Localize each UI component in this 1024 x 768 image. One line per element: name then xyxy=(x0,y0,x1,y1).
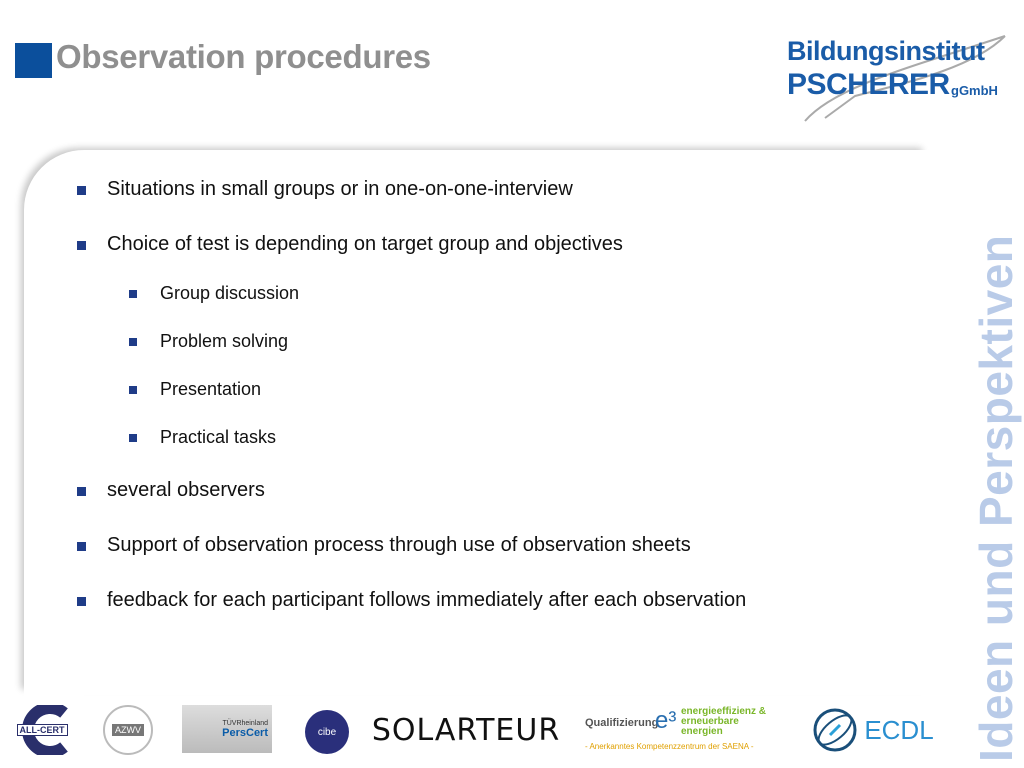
globe-icon xyxy=(812,707,858,753)
bullet-icon xyxy=(77,487,86,496)
ecdl-logo: ECDL xyxy=(808,705,938,755)
page-title: Observation procedures xyxy=(56,38,431,75)
title-accent-square xyxy=(15,43,52,78)
list-item: Presentation xyxy=(160,379,262,399)
bullet-icon xyxy=(77,241,86,250)
bullet-icon xyxy=(77,186,86,195)
bullet-icon xyxy=(129,338,137,346)
cibe-logo: cibe xyxy=(305,710,349,754)
list-item: several observers xyxy=(107,479,265,501)
list-item: Situations in small groups or in one-on-one-interview xyxy=(107,178,573,200)
company-logo: Bildungsinstitut PSCHERER gGmbH xyxy=(785,36,1015,126)
bullet-icon xyxy=(129,434,137,442)
perscert-logo: TÜVRheinland PersCert xyxy=(182,705,272,753)
bullet-icon xyxy=(77,597,86,606)
content-card xyxy=(24,150,929,695)
list-item: Practical tasks xyxy=(160,427,277,447)
list-item: Problem solving xyxy=(160,331,289,351)
bullet-icon xyxy=(77,542,86,551)
bullet-icon xyxy=(129,290,137,298)
list-item: feedback for each participant follows immediately after each observation xyxy=(107,589,747,611)
solarteur-logo: SOLARTEUR xyxy=(371,712,561,748)
e3-logo: Qualifizierung e³ energieeffizienz & erneuerbare energien - Anerkanntes Kompetenzzentrum der SAENA - xyxy=(585,706,767,751)
list-item: Support of observation process through use of observation sheets xyxy=(107,534,691,556)
list-item: Choice of test is depending on target group and objectives xyxy=(107,233,623,255)
list-item: Group discussion xyxy=(160,283,300,303)
side-slogan: Ideen und Perspektiven xyxy=(970,234,1022,762)
allcert-logo: ALL-CERT xyxy=(14,705,70,755)
azwv-logo: AZWV xyxy=(103,705,153,755)
bullet-icon xyxy=(129,386,137,394)
